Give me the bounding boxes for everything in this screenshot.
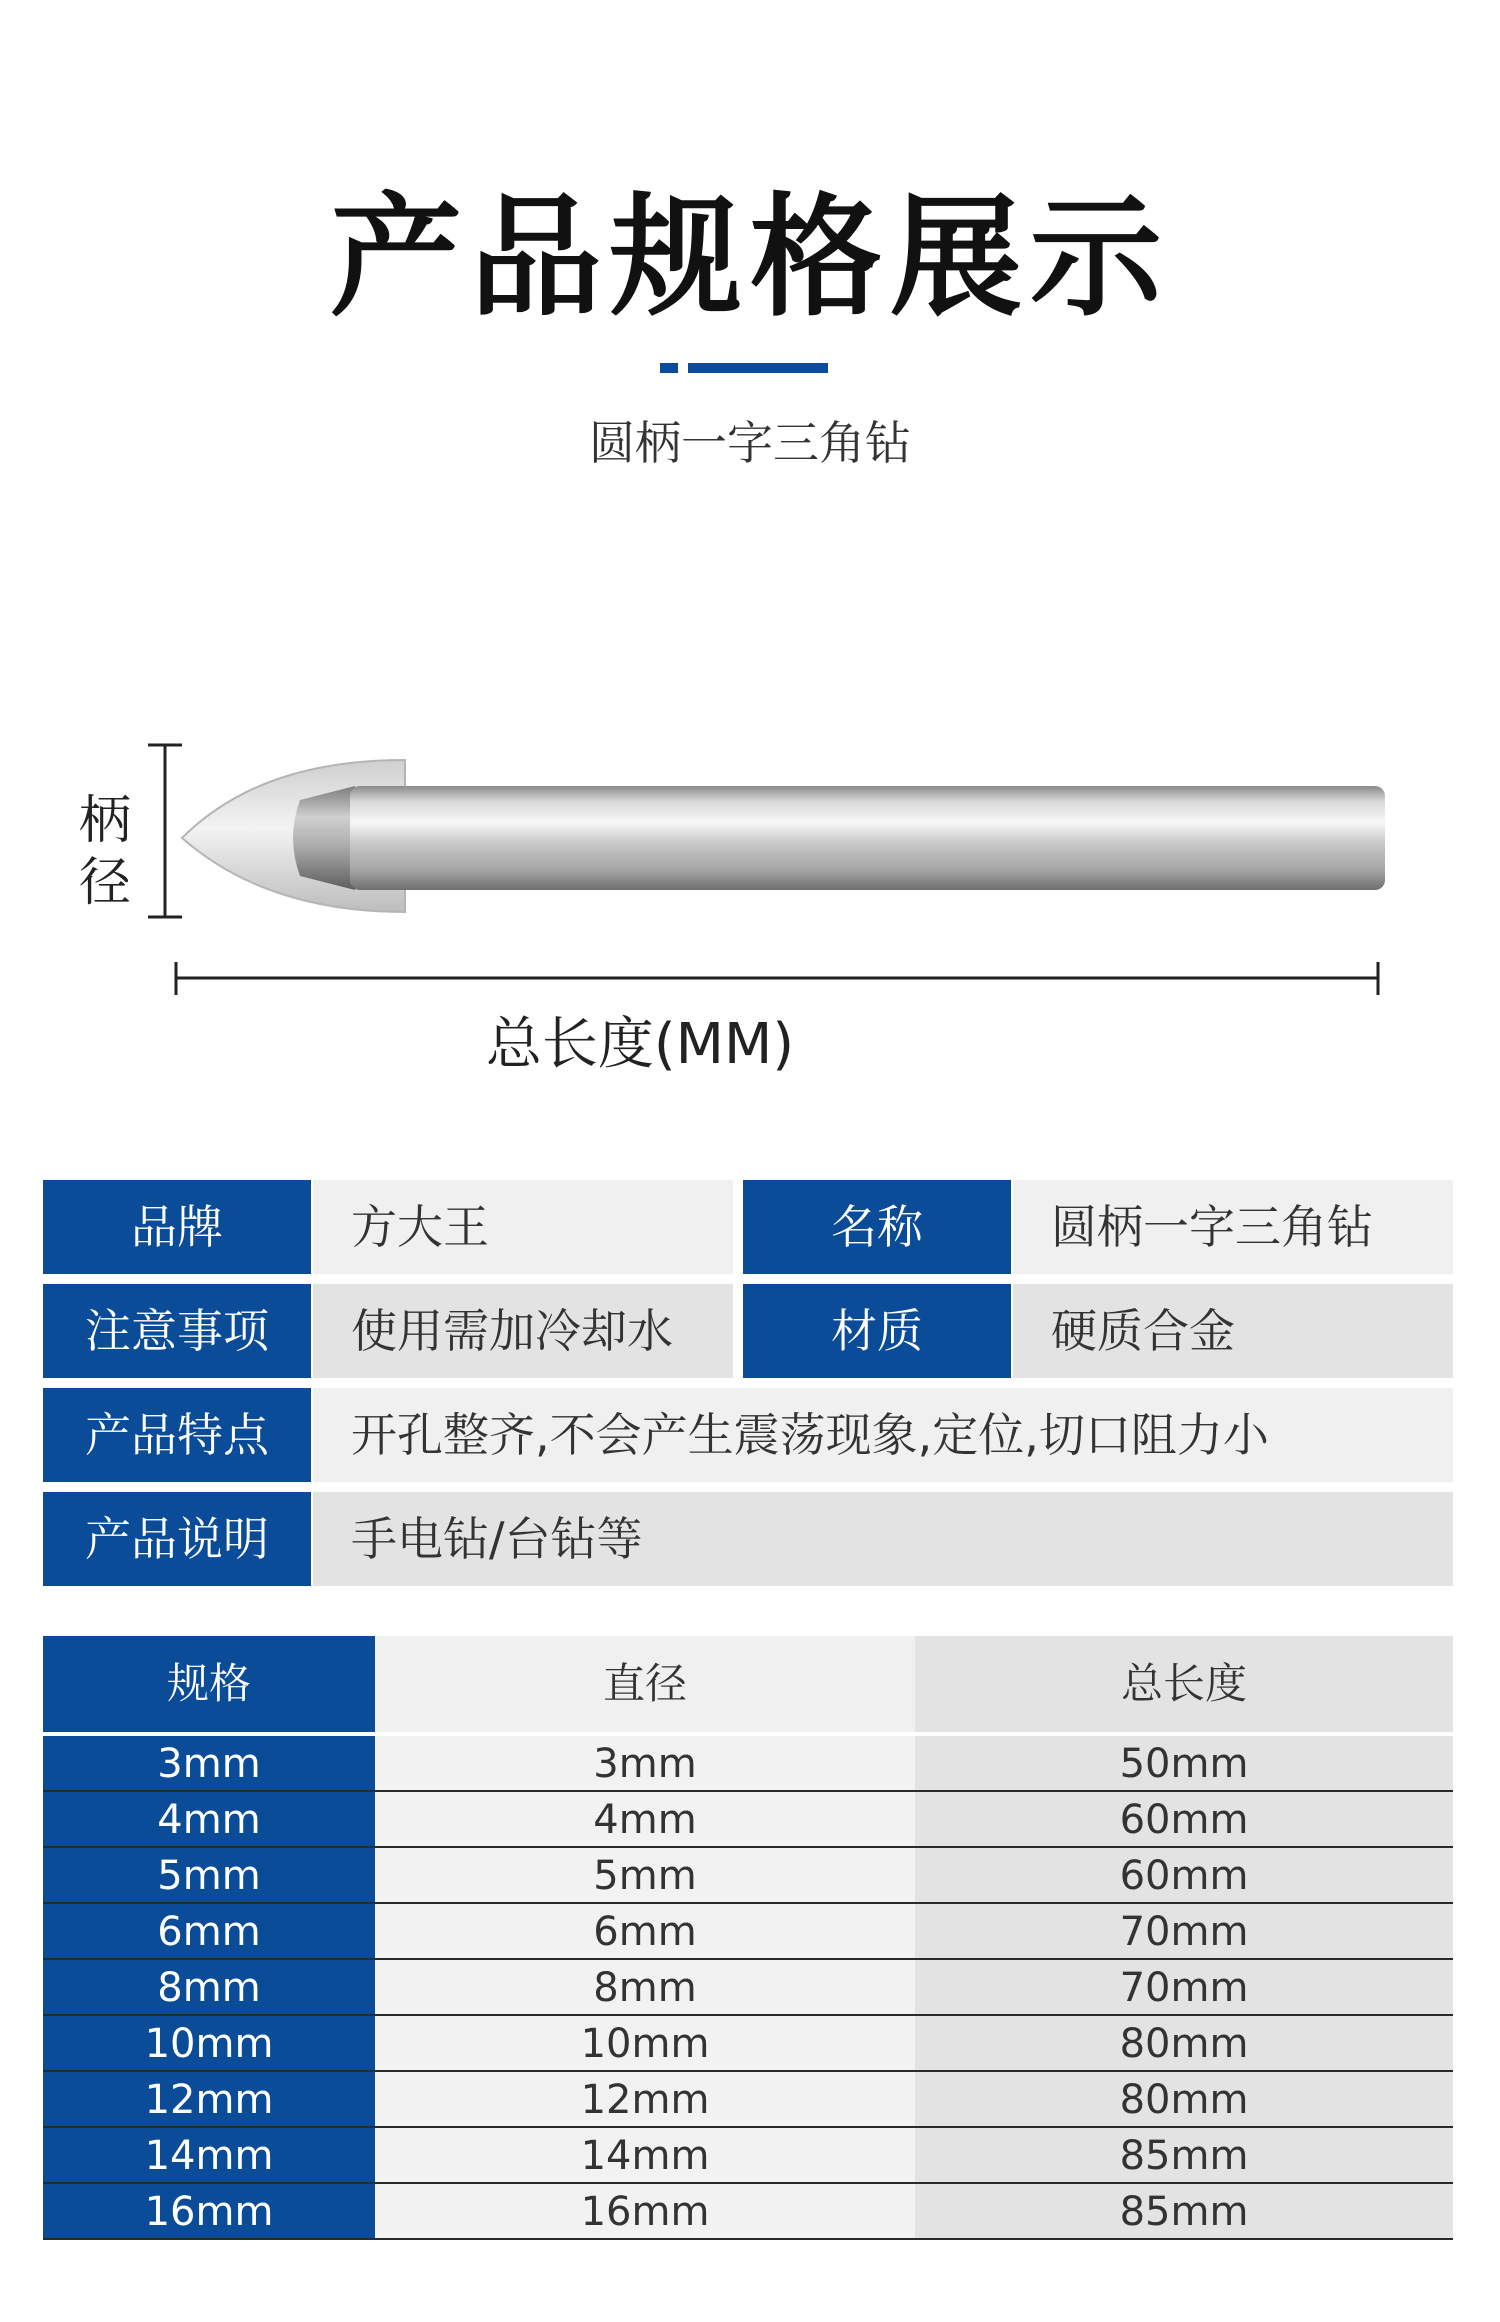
page-title: 产品规格展示 [330,181,1170,335]
size-cell-diameter: 5mm [375,1848,915,1902]
size-cell-length: 70mm [915,1960,1453,2014]
size-cell-diameter: 8mm [375,1960,915,2014]
size-cell-spec: 14mm [43,2128,375,2182]
spec-key-features: 产品特点 [43,1388,311,1482]
spec-key-description: 产品说明 [43,1492,311,1586]
table-row [43,2016,1453,2072]
size-cell-length: 60mm [915,1792,1453,1846]
size-cell-spec: 3mm [43,1736,375,1790]
spec-key-notice: 注意事项 [43,1284,311,1378]
size-cell-length: 50mm [915,1736,1453,1790]
page-subtitle: 圆柄一字三角钻 [589,416,911,470]
size-cell-spec: 16mm [43,2184,375,2238]
size-cell-length: 80mm [915,2016,1453,2070]
size-cell-length: 85mm [915,2184,1453,2238]
table-row [43,1792,1453,1848]
size-cell-spec: 6mm [43,1904,375,1958]
table-row [43,2184,1453,2240]
spec-row [43,1492,1453,1586]
spec-value-features: 开孔整齐,不会产生震荡现象,定位,切口阻力小 [313,1388,1453,1482]
shank-dimension-bracket [148,745,182,917]
spec-key-name: 名称 [743,1180,1011,1274]
size-cell-diameter: 4mm [375,1792,915,1846]
drill-collar [293,786,355,890]
size-cell-spec: 5mm [43,1848,375,1902]
title-underline-dash [660,363,678,373]
size-cell-length: 70mm [915,1904,1453,1958]
table-row [43,2072,1453,2128]
table-row [43,2128,1453,2184]
spec-value-material: 硬质合金 [1013,1284,1453,1378]
size-cell-diameter: 10mm [375,2016,915,2070]
table-row [43,1904,1453,1960]
total-length-label: 总长度(MM) [485,1012,795,1077]
spec-key-brand: 品牌 [43,1180,311,1274]
size-cell-diameter: 14mm [375,2128,915,2182]
table-row [43,1848,1453,1904]
row-divider [43,2238,1453,2240]
size-cell-length: 60mm [915,1848,1453,1902]
size-cell-diameter: 16mm [375,2184,915,2238]
spec-row [43,1180,1453,1274]
size-cell-length: 85mm [915,2128,1453,2182]
size-cell-spec: 12mm [43,2072,375,2126]
title-underline-bar [688,363,828,373]
drill-shaft [350,786,1385,890]
size-cell-spec: 8mm [43,1960,375,2014]
size-cell-spec: 4mm [43,1792,375,1846]
spec-key-material: 材质 [743,1284,1011,1378]
table-row [43,1736,1453,1792]
size-header-diameter: 直径 [375,1636,915,1732]
length-dimension-line [176,962,1378,995]
spec-row [43,1284,1453,1378]
size-header-length: 总长度 [915,1636,1453,1732]
size-header-spec: 规格 [43,1636,375,1732]
shank-diameter-label: 柄 径 [78,791,131,913]
size-cell-length: 80mm [915,2072,1453,2126]
spec-value-description: 手电钻/台钻等 [313,1492,1453,1586]
spec-value-notice: 使用需加冷却水 [313,1284,733,1378]
spec-value-brand: 方大王 [313,1180,733,1274]
size-cell-diameter: 3mm [375,1736,915,1790]
size-cell-diameter: 6mm [375,1904,915,1958]
table-row [43,1960,1453,2016]
spec-value-name: 圆柄一字三角钻 [1013,1180,1453,1274]
spec-row [43,1388,1453,1482]
size-cell-spec: 10mm [43,2016,375,2070]
size-cell-diameter: 12mm [375,2072,915,2126]
